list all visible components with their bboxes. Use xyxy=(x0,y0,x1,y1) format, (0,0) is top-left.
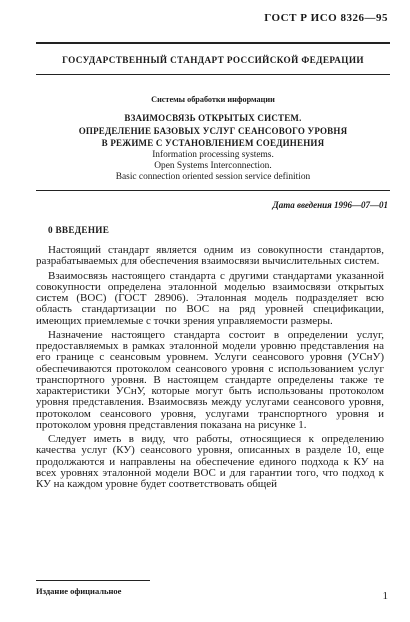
standard-code: ГОСТ Р ИСО 8326—95 xyxy=(264,12,388,24)
paragraph: Следует иметь в виду, что работы, относящиеся к определению качества услуг (КУ) сеансового уровня, описанных в разделе 10, еще продолжаются и направлены на обеспечение единого подхода к КУ на всех уровнях эталонной модели ВОС и для гарантии того, что подход к КУ на каждом уровне будет соответствовать общей xyxy=(36,433,384,490)
english-title-line: Open Systems Interconnection. xyxy=(154,161,272,172)
effective-date: Дата введения 1996—07—01 xyxy=(272,200,388,210)
title-line: ОПРЕДЕЛЕНИЕ БАЗОВЫХ УСЛУГ СЕАНСОВОГО УРОВНЯ xyxy=(78,125,348,136)
title-rule xyxy=(36,190,390,191)
page-number: 1 xyxy=(382,590,388,602)
footer-rule xyxy=(36,580,150,581)
paragraph: Назначение настоящего стандарта состоит в определении услуг, предоставляемых в рамках эталонной модели уровню представления на его границе с сеансовым уровнем. Услуги сеансового уровня (УСнУ) обеспечиваются протоколом сеансового уровня с использованием услуг транспортного уровня. В настоящем стандарте определены также те характеристики УСнУ, которые могут быть использованы протоколом уровня представления. Взаимосвязь между услугами сеансового уровня, протоколом сеансового уровня, услугами транспортного уровня и протоколом уровня представления показана на рисунке 1. xyxy=(36,328,384,431)
series-title: Системы обработки информации xyxy=(151,95,275,104)
english-title xyxy=(36,150,390,184)
organization-rule xyxy=(36,74,390,75)
edition-label: Издание официальное xyxy=(36,586,122,596)
header-rule xyxy=(36,42,390,44)
organization-title: ГОСУДАРСТВЕННЫЙ СТАНДАРТ РОССИЙСКОЙ ФЕДЕРАЦИИ xyxy=(62,55,364,65)
english-title-line: Information processing systems. xyxy=(152,150,274,160)
english-title-line: Basic connection oriented session service definition xyxy=(115,172,311,183)
section-heading: 0 ВВЕДЕНИЕ xyxy=(48,225,110,235)
document-title xyxy=(36,112,390,150)
title-line: В РЕЖИМЕ С УСТАНОВЛЕНИЕМ СОЕДИНЕНИЯ xyxy=(101,138,325,148)
paragraph: Настоящий стандарт является одним из совокупности стандартов, разрабатываемых для обеспечения взаимосвязи вычислительных систем. xyxy=(36,244,384,268)
body-text xyxy=(36,245,384,493)
title-line: ВЗАИМОСВЯЗЬ ОТКРЫТЫХ СИСТЕМ. xyxy=(124,113,302,123)
paragraph: Взаимосвязь настоящего стандарта с другими стандартами указанной совокупности определена эталонной моделью взаимосвязи открытых систем (ВОС) (ГОСТ 28906). Эталонная модель подразделяет всю область стандартизации по ВОС на ряд уровней спецификации, имеющих приемлемые с точки зрения управляемости размеры. xyxy=(36,269,384,327)
